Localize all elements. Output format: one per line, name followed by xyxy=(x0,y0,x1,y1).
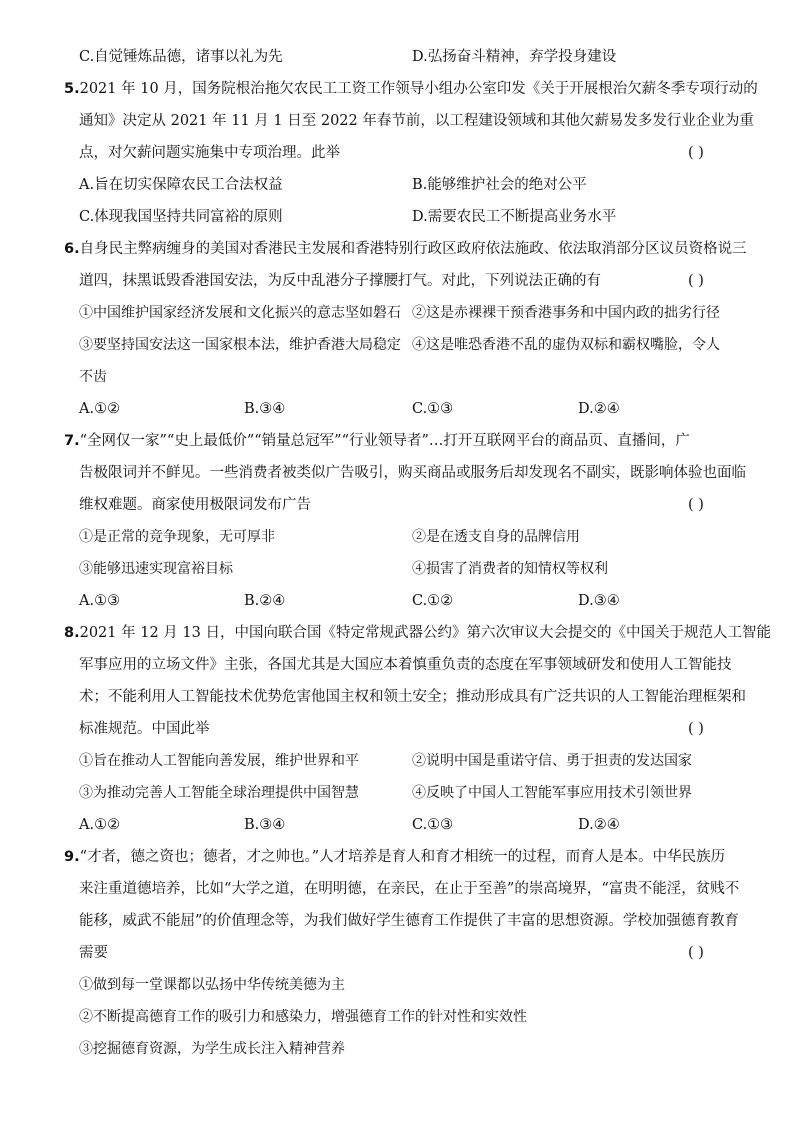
q8-choice-a: A.①② xyxy=(79,817,121,833)
q8-stem-line-1 xyxy=(64,623,771,643)
q9-text-1: “才者，德之资也；德者，才之帅也。”人才培养是育人和育才相统一的过程，而育人是本。中华民族历 xyxy=(79,849,726,865)
q5-option-d: D.需要农民工不断提高业务水平 xyxy=(412,209,617,225)
q6-choice-c: C.①③ xyxy=(412,401,454,417)
q8-item-4: ④反映了中国人工智能军事应用技术引领世界 xyxy=(412,785,692,801)
q8-answer-blank: ( ) xyxy=(688,721,704,737)
q8-item-2: ②说明中国是重诺守信、勇于担责的发达国家 xyxy=(412,753,692,769)
q5-stem-line-2: 通知》决定从 2021 年 11 月 1 日至 2022 年春节前，以工程建设领域和其他欠薪易发多发行业企业为重 xyxy=(79,113,754,129)
q8-item-1: ①旨在推动人工智能向善发展，维护世界和平 xyxy=(79,753,359,769)
q6-choice-a: A.①② xyxy=(79,401,121,417)
q8-choice-c: C.①③ xyxy=(412,817,454,833)
q7-stem-line-3: 维权难题。商家使用极限词发布广告 xyxy=(79,497,311,513)
q9-stem-line-1 xyxy=(64,847,725,867)
q6-text-1: 自身民主弊病缠身的美国对香港民主发展和香港特别行政区政府依法施政、依法取消部分区议员资格说三 xyxy=(79,241,747,257)
q8-stem-line-3: 术；不能利用人工智能技术优势危害他国主权和领土安全；推动形成具有广泛共识的人工智能治理框架和 xyxy=(79,689,746,705)
q6-item-4-cont: 不齿 xyxy=(79,369,107,385)
q6-number: 6. xyxy=(64,241,80,257)
q9-stem-line-2: 来注重道德培养，比如“大学之道，在明明德，在亲民，在止于至善”的崇高境界，“富贵不能淫，贫贱不 xyxy=(79,881,740,897)
q8-item-3: ③为推动完善人工智能全球治理提供中国智慧 xyxy=(79,785,359,801)
q7-answer-blank: ( ) xyxy=(688,497,704,513)
q5-text-1: 2021 年 10 月，国务院根治拖欠农民工工资工作领导小组办公室印发《关于开展根治欠薪冬季专项行动的 xyxy=(79,81,758,97)
q7-item-1: ①是正常的竞争现象，无可厚非 xyxy=(79,529,275,545)
q4-option-d: D.弘扬奋斗精神，弃学投身建设 xyxy=(412,49,617,65)
q8-text-1: 2021 年 12 月 13 日，中国向联合国《特定常规武器公约》第六次审议大会提交的《中国关于规范人工智能 xyxy=(79,625,771,641)
q6-stem-line-1 xyxy=(64,239,747,259)
q6-item-2: ②这是赤裸裸干预香港事务和中国内政的拙劣行径 xyxy=(412,305,720,321)
q5-option-b: B.能够维护社会的绝对公平 xyxy=(412,177,587,193)
q6-choice-b: B.③④ xyxy=(244,401,286,417)
q5-stem-line-3: 点，对欠薪问题实施集中专项治理。此举 xyxy=(79,145,340,161)
q7-choice-b: B.②④ xyxy=(244,593,286,609)
q9-number: 9. xyxy=(64,849,80,865)
q4-option-c: C.自觉锤炼品德，诸事以礼为先 xyxy=(79,49,283,65)
q8-stem-line-2: 军事应用的立场文件》主张，各国尤其是大国应本着慎重负责的态度在军事领域研发和使用人工智能技 xyxy=(79,657,732,673)
q6-choice-d: D.②④ xyxy=(578,401,620,417)
q6-item-3: ③要坚持国安法这一国家根本法，维护香港大局稳定 xyxy=(79,337,401,353)
q7-stem-line-1 xyxy=(64,431,690,451)
q6-item-4: ④这是唯恐香港不乱的虚伪双标和霸权嘴脸，令人 xyxy=(412,337,720,353)
q8-choice-d: D.②④ xyxy=(578,817,620,833)
q7-item-4: ④损害了消费者的知情权等权利 xyxy=(412,561,608,577)
q6-answer-blank: ( ) xyxy=(688,273,704,289)
q7-item-3: ③能够迅速实现富裕目标 xyxy=(79,561,233,577)
q5-number: 5. xyxy=(64,81,80,97)
q7-number: 7. xyxy=(64,433,80,449)
q6-item-1: ①中国维护国家经济发展和文化振兴的意志坚如磐石 xyxy=(79,305,401,321)
q5-stem-line-1 xyxy=(64,79,758,99)
q7-choice-c: C.①② xyxy=(412,593,454,609)
q8-stem-line-4: 标准规范。中国此举 xyxy=(79,721,210,737)
q5-option-c: C.体现我国坚持共同富裕的原则 xyxy=(79,209,283,225)
q8-number: 8. xyxy=(64,625,80,641)
q8-choice-b: B.③④ xyxy=(244,817,286,833)
q9-item-1: ①做到每一堂课都以弘扬中华传统美德为主 xyxy=(79,977,345,993)
q9-stem-line-4: 需要 xyxy=(79,945,108,961)
q5-answer-blank: ( ) xyxy=(688,145,704,161)
q7-choice-a: A.①③ xyxy=(79,593,121,609)
q7-stem-line-2: 告极限词并不鲜见。一些消费者被类似广告吸引，购买商品或服务后却发现名不副实，既影响体验也面临 xyxy=(79,465,746,481)
q7-choice-d: D.③④ xyxy=(578,593,620,609)
q9-item-3: ③挖掘德育资源，为学生成长注入精神营养 xyxy=(79,1041,345,1057)
q9-answer-blank: ( ) xyxy=(688,945,704,961)
q9-stem-line-3: 能移，威武不能屈”的价值理念等，为我们做好学生德育工作提供了丰富的思想资源。学校加强德育教育 xyxy=(79,913,739,929)
q5-option-a: A.旨在切实保障农民工合法权益 xyxy=(79,177,283,193)
q9-item-2: ②不断提高德育工作的吸引力和感染力，增强德育工作的针对性和实效性 xyxy=(79,1009,527,1025)
q7-item-2: ②是在透支自身的品牌信用 xyxy=(412,529,580,545)
q7-text-1: “全网仅一家”“史上最低价”“销量总冠军”“行业领导者”…打开互联网平台的商品页、直播间，广 xyxy=(79,433,690,449)
q6-stem-line-2: 道四，抹黑诋毁香港国安法，为反中乱港分子撑腰打气。对此，下列说法正确的有 xyxy=(79,273,601,289)
